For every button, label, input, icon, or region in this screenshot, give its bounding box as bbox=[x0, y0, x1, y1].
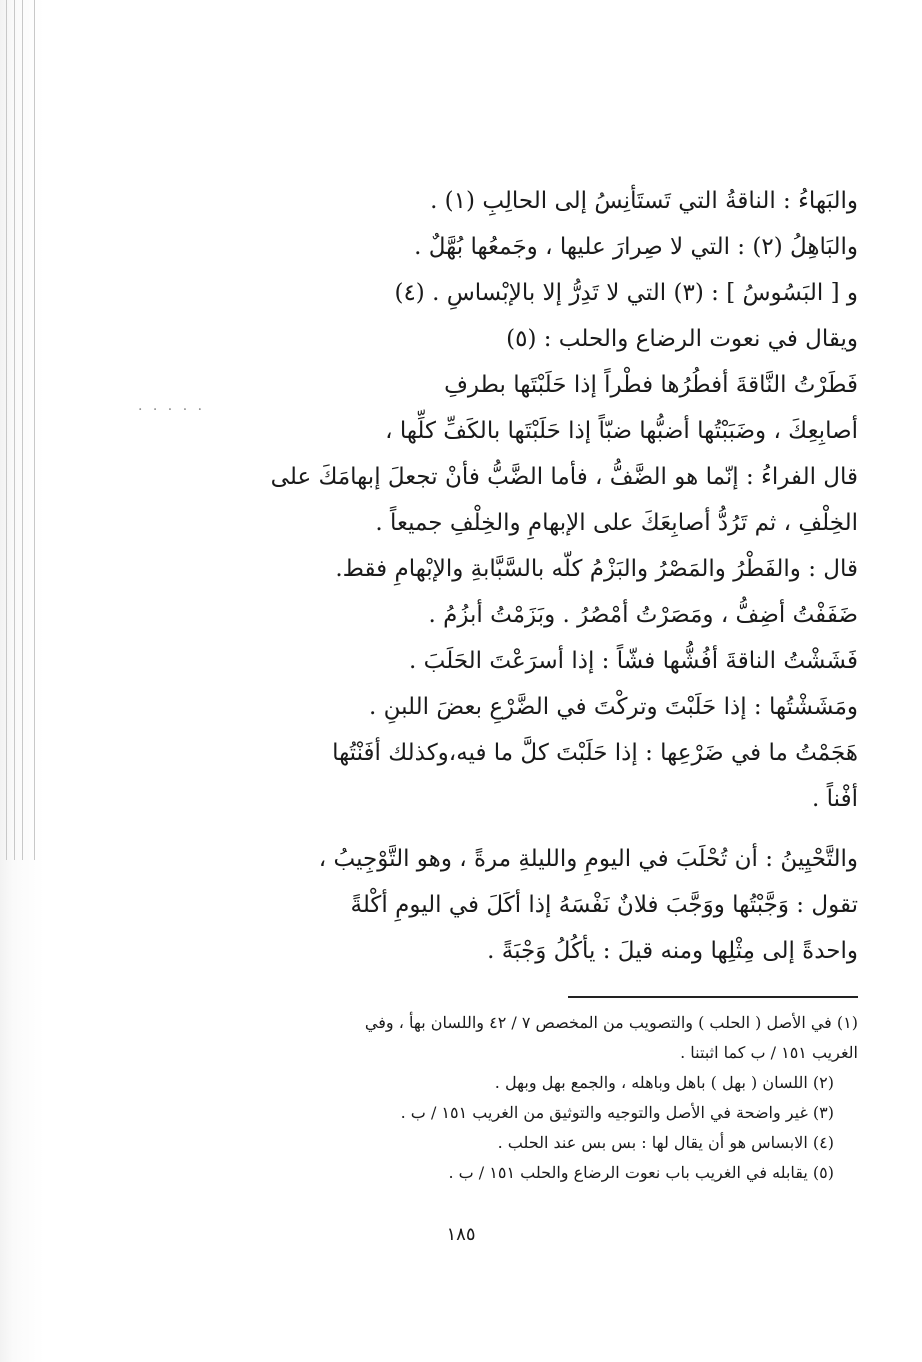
text-line: والتَّحْيِينُ : أن تُحْلَبَ في اليومِ والليلةِ مرةً ، وهو التَّوْجِيبُ ، bbox=[318, 846, 858, 872]
footnote-separator bbox=[568, 996, 858, 998]
footnote-line: (٣) غير واضحة في الأصل والتوجيه والتوثيق من الغريب ١٥١ / ب . bbox=[400, 1103, 834, 1122]
text-line: قال الفراءُ : إنّما هو الضَّفُّ ، فأما الضَّبُّ فأنْ تجعلَ إبهامَكَ على bbox=[270, 464, 858, 490]
margin-dots: · · · · · bbox=[138, 402, 206, 418]
text-line: واحدةً إلى مِثْلِها ومنه قيلَ : يأكُلُ وَجْبَةً . bbox=[487, 938, 858, 964]
footnotes bbox=[150, 1008, 858, 1188]
scan-line bbox=[22, 0, 23, 860]
text-line: قال : والفَطْرُ والمَصْرُ والبَزْمُ كلّه بالسَّبَّابةِ والإبْهامِ فقط. bbox=[335, 556, 858, 582]
text-line: ويقال في نعوت الرضاع والحلب : (٥) bbox=[506, 326, 858, 352]
text-line: أصابِعِكَ ، وضَبَبْتُها أضبُّها ضبّاً إذا حَلَبْتَها بالكَفِّ كلِّها ، bbox=[385, 418, 858, 444]
text-line: تقول : وَجَّبْتُها ووَجَّبَ فلانٌ نَفْسَهُ إذا أكَلَ في اليومِ أكْلةً bbox=[350, 892, 858, 918]
footnote-line: (٢) اللسان ( بهل ) باهل وباهله ، والجمع بهل وبهل . bbox=[494, 1073, 834, 1092]
text-line: ضَفَفْتُ أضِفُّ ، ومَصَرْتُ أمْصُرُ . وبَزَمْتُ أبزُمُ . bbox=[428, 602, 858, 628]
text-line: ومَشَشْتُها : إذا حَلَبْتَ وتركْتَ في الضَّرْعِ بعضَ اللبنِ . bbox=[368, 694, 858, 720]
scan-line bbox=[34, 0, 35, 860]
text-line: و [ البَسُوسُ ] : (٣) التي لا تَدِرُّ إلا بالإبْساسِ . (٤) bbox=[394, 280, 858, 306]
main-text bbox=[118, 178, 858, 974]
text-line: أفْناً . bbox=[812, 786, 858, 812]
text-line: فَطَرْتُ النَّاقةَ أفطُرُها فطْراً إذا حَلَبْتَها بطرفِ bbox=[444, 372, 858, 398]
text-line: والبَهاءُ : الناقةُ التي تَستَأنِسُ إلى الحالِبِ (١) . bbox=[430, 188, 858, 214]
page-number: ١٨٥ bbox=[446, 1224, 476, 1245]
footnote-line: (٥) يقابله في الغريب باب نعوت الرضاع والحلب ١٥١ / ب . bbox=[448, 1163, 834, 1182]
text-line: والبَاهِلُ (٢) : التي لا صِرارَ عليها ، وجَمعُها بُهَّلٌ . bbox=[414, 234, 858, 260]
text-line: فَشَشْتُ الناقةَ أفُشُّها فشّاً : إذا أسرَعْتَ الحَلَبَ . bbox=[409, 648, 858, 674]
text-line: الخِلْفِ ، ثم تَرُدُّ أصابِعَكَ على الإبهامِ والخِلْفِ جميعاً . bbox=[375, 510, 858, 536]
scan-line bbox=[14, 0, 15, 860]
scan-edge-shadow bbox=[0, 0, 44, 1362]
footnote-line: (١) في الأصل ( الحلب ) والتصويب من المخصص ٧ / ٤٢ واللسان بهأ ، وفي bbox=[364, 1013, 858, 1032]
footnote-line: الغريب ١٥١ / ب كما اثبتنا . bbox=[680, 1043, 858, 1062]
scan-line bbox=[6, 0, 7, 860]
text-line: هَجَمْتُ ما في ضَرْعِها : إذا حَلَبْتَ كلَّ ما فيه،وكذلك أفَنْتُها bbox=[332, 740, 858, 766]
footnote-line: (٤) الابساس هو أن يقال لها : بس بس عند الحلب . bbox=[497, 1133, 834, 1152]
